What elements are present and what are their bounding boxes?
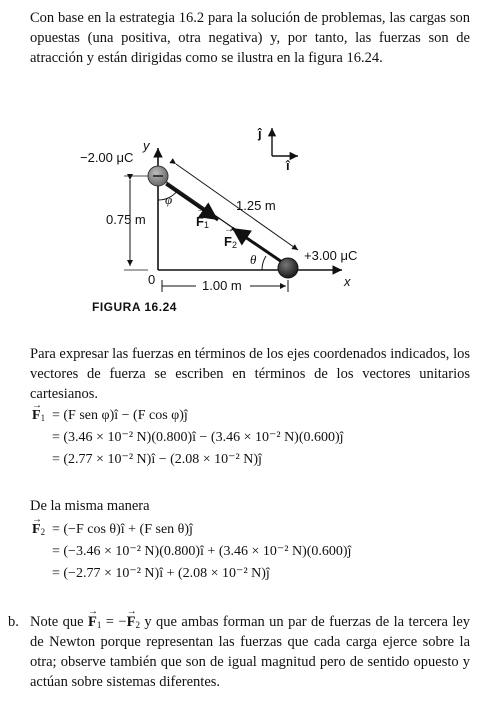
expression-paragraph: Para expresar las fuerzas en términos de los ejes coordenados indicados, los vectores de fuerza se escriben en términos de los vectores unitarios cartesianos. bbox=[30, 346, 470, 402]
f1-eq-line3: = (2.77 × 10⁻² N)î − (2.08 × 10⁻² N)ĵ bbox=[52, 452, 262, 467]
unit-i-label: î bbox=[286, 158, 290, 173]
y-distance-label: 0.75 m bbox=[106, 212, 146, 227]
charge-positive bbox=[278, 258, 298, 278]
part-b-label: b. bbox=[8, 614, 19, 630]
f2-label: → $F_2$ bbox=[224, 234, 237, 249]
x-distance-label: 1.00 m bbox=[202, 278, 242, 293]
theta-arc bbox=[262, 256, 266, 270]
origin-label: 0 bbox=[148, 272, 156, 287]
theta-label: θ bbox=[250, 252, 257, 267]
part-b-paragraph: Note que → $F_1$ = −→ $F_2$ y que ambas forman un par de fuerzas de la tercera ley de Newton porque representan las fuerzas que cada carga ejerce sobre la otra; observe también que son de igual magnitud pero de sentido opuesto y actúan sobre sistemas diferentes. bbox=[30, 612, 470, 692]
phi-label: φ bbox=[165, 192, 173, 207]
figure-diagram bbox=[0, 0, 482, 300]
same-way-text: De la misma manera bbox=[30, 498, 150, 514]
f2-eq-line1: = (−F cos θ)î + (F sen θ)ĵ bbox=[52, 522, 193, 537]
f1-eq-line1: = (F sen φ)î − (F cos φ)ĵ bbox=[52, 408, 188, 423]
hyp-distance-label: 1.25 m bbox=[236, 198, 276, 213]
f1-label: → $F_1$ bbox=[196, 214, 209, 229]
y-axis-label: y bbox=[143, 138, 150, 153]
f1-symbol: → $F_1$ bbox=[32, 406, 45, 426]
negative-charge-label: −2.00 μC bbox=[80, 150, 134, 165]
positive-charge-label: +3.00 μC bbox=[304, 248, 358, 263]
f1-eq-line2: = (3.46 × 10⁻² N)(0.800)î − (3.46 × 10⁻² N)(0.600)ĵ bbox=[52, 430, 344, 445]
figure-caption: FIGURA 16.24 bbox=[92, 300, 177, 314]
force-f1-arrow bbox=[166, 184, 218, 220]
intro-paragraph: Con base en la estrategia 16.2 para la solución de problemas, las cargas son opuestas (una positiva, otra negativa) y, por tanto, las fuerzas son de atracción y están dirigidas como se ilustra en la figura 16.24. bbox=[30, 10, 470, 66]
f2-symbol: → $F_2$ bbox=[32, 520, 45, 540]
f2-eq-line2: = (−3.46 × 10⁻² N)(0.800)î + (3.46 × 10⁻² N)(0.600)ĵ bbox=[52, 544, 352, 559]
unit-j-label: ĵ bbox=[258, 126, 262, 141]
x-axis-label: x bbox=[344, 274, 351, 289]
f2-eq-line3: = (−2.77 × 10⁻² N)î + (2.08 × 10⁻² N)ĵ bbox=[52, 566, 270, 581]
